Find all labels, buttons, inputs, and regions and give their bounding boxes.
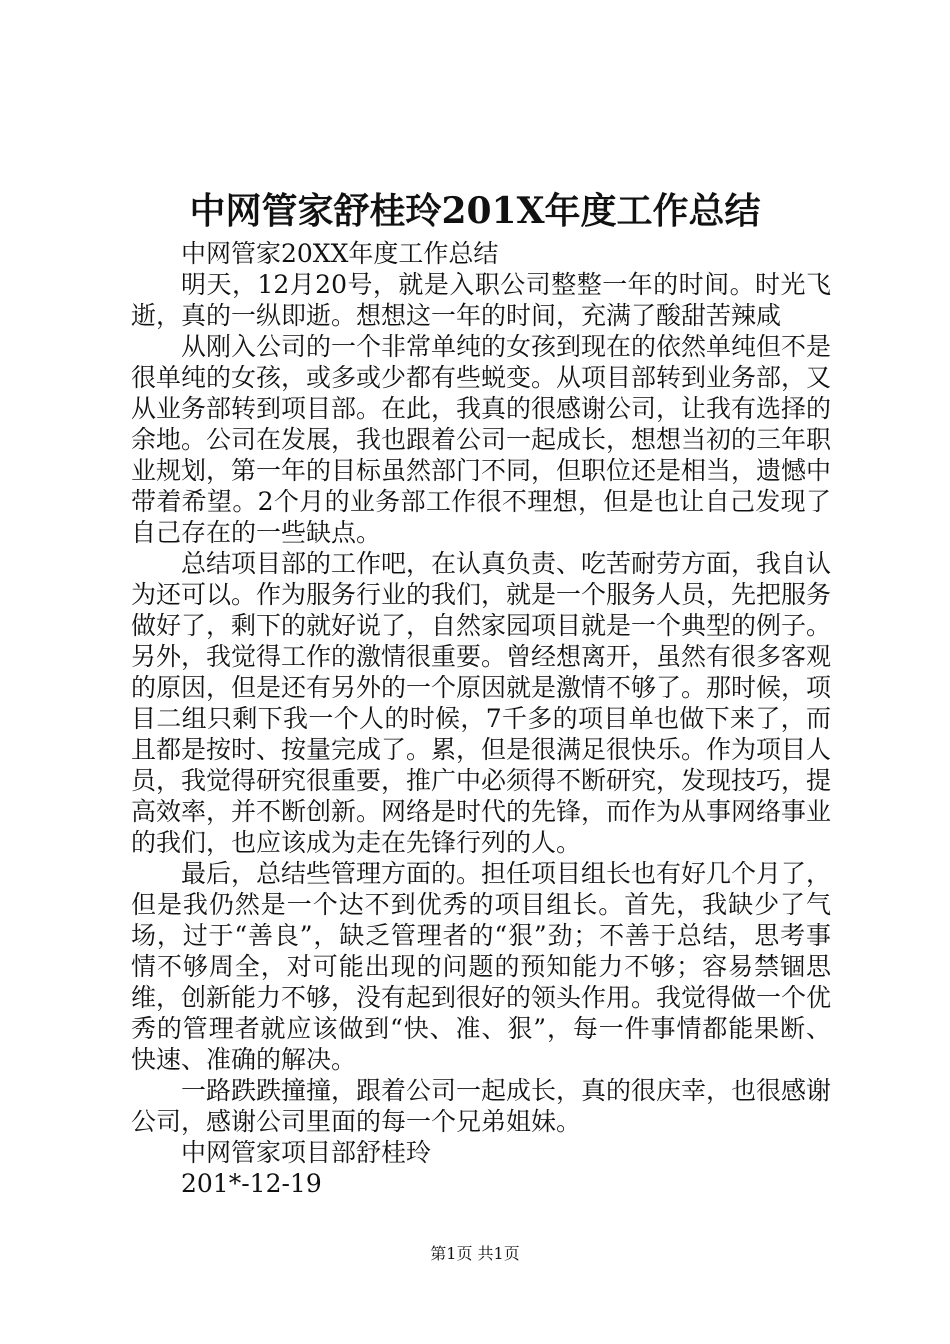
paragraph-thanks: 一路跌跌撞撞，跟着公司一起成长，真的很庆幸，也很感谢公司，感谢公司里面的每一个兄弟姐妹。	[131, 1076, 832, 1136]
paragraph-intro: 明天，12月20号，就是入职公司整整一年的时间。时光飞逝，真的一纵即逝。想想这一年的时间，充满了酸甜苦辣咸	[131, 270, 831, 330]
page-footer: 第1页 共1页	[430, 1244, 520, 1263]
date-line: 201*-12-19	[181, 1169, 322, 1198]
paragraph-project-work: 总结项目部的工作吧，在认真负责、吃苦耐劳方面，我自认为还可以。作为服务行业的我们，就是一个服务人员，先把服务做好了，剩下的就好说了，自然家园项目就是一个典型的例子。另外，我觉得工作的激情很重要。曾经想离开，虽然有很多客观的原因，但是还有另外的一个原因就是激情不够了。那时候，项目二组只剩下我一个人的时候，7千多的项目单也做下来了，而且都是按时、按量完成了。累，但是很满足很快乐。作为项目人员，我觉得研究很重要，推广中必须得不断研究，发现技巧，提高效率，并不断创新。网络是时代的先锋，而作为从事网络事业的我们，也应该成为走在先锋行列的人。	[131, 549, 832, 857]
paragraph-management: 最后，总结些管理方面的。担任项目组长也有好几个月了，但是我仍然是一个达不到优秀的项目组长。首先，我缺少了气场，过于“善良”，缺乏管理者的“狠”劲；不善于总结，思考事情不够周全，对可能出现的问题的预知能力不够；容易禁锢思维，创新能力不够，没有起到很好的领头作用。我觉得做一个优秀的管理者就应该做到“快、准、狠”，每一件事情都能果断、快速、准确的解决。	[131, 859, 832, 1074]
paragraph-growth: 从刚入公司的一个非常单纯的女孩到现在的依然单纯但不是很单纯的女孩，或多或少都有些蜕变。从项目部转到业务部，又从业务部转到项目部。在此，我真的很感谢公司，让我有选择的余地。公司在发展，我也跟着公司一起成长，想想当初的三年职业规划，第一年的目标虽然部门不同，但职位还是相当，遗憾中带着希望。2个月的业务部工作很不理想，但是也让自己发现了自己存在的一些缺点。	[131, 332, 832, 547]
document-body	[131, 238, 831, 1199]
subtitle-line: 中网管家20XX年度工作总结	[181, 239, 499, 268]
signature-line: 中网管家项目部舒桂玲	[181, 1138, 432, 1167]
document-title: 中网管家舒桂玲201X年度工作总结	[189, 190, 761, 232]
